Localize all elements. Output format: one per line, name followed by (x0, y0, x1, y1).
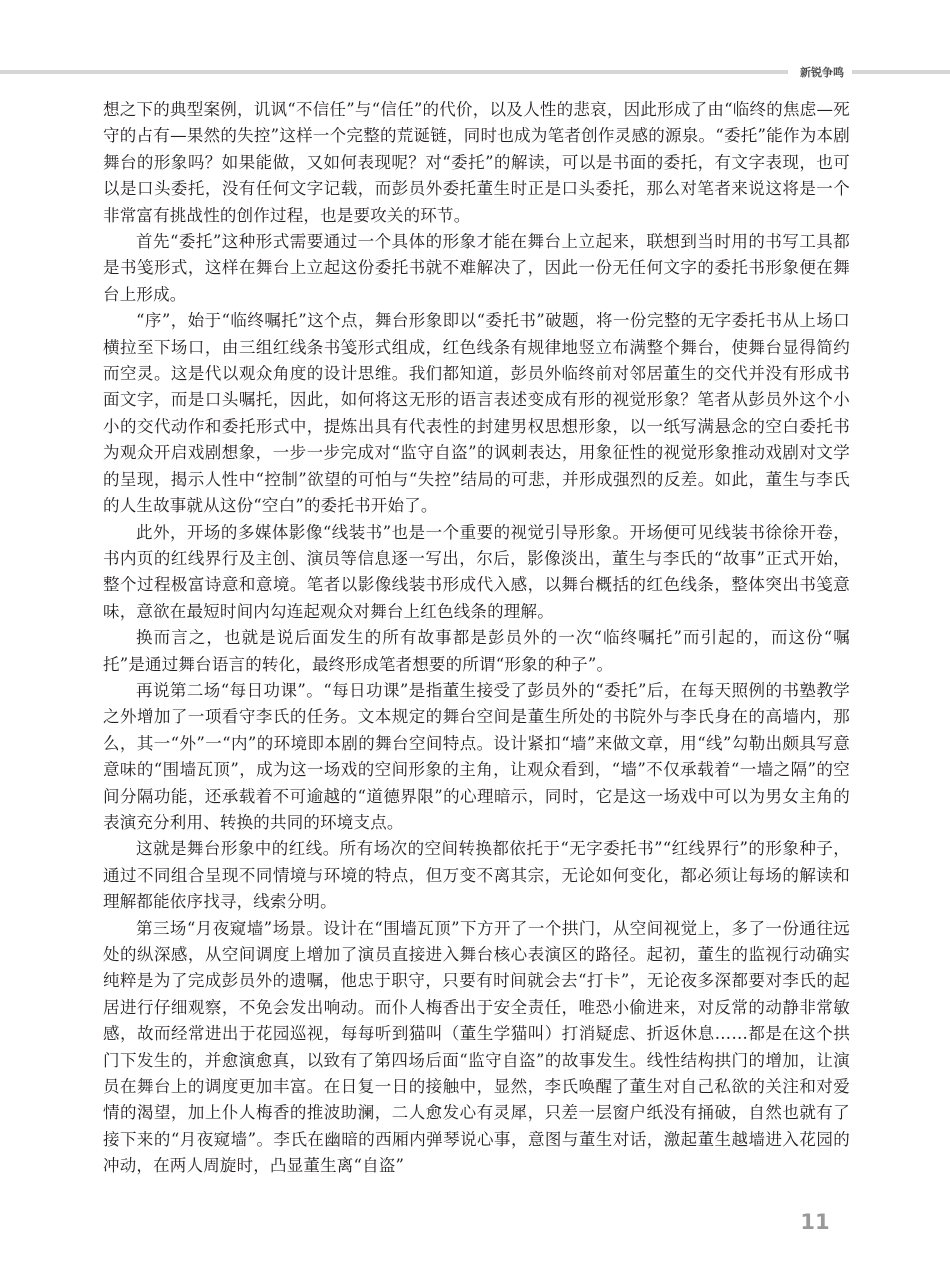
header-rule-right (852, 70, 950, 74)
article-body (103, 97, 850, 1180)
paragraph-4: 此外，开场的多媒体影像“线装书”也是一个重要的视觉引导形象。开场便可见线装书徐徐开卷，书内页的红线界行及主创、演员等信息逐一写出，尔后，影像淡出，董生与李氏的“故事”正式开始，整个过程极富诗意和意境。笔者以影像线装书形成代入感，以舞台概括的红色线条，整体突出书笺意味，意欲在最短时间内勾连起观众对舞台上红色线条的理解。 (103, 522, 850, 621)
paragraph-3: “序”，始于“临终嘱托”这个点，舞台形象即以“委托书”破题，将一份完整的无字委托书从上场口横拉至下场口，由三组红线条书笺形式组成，红色线条有规律地竖立布满整个舞台，使舞台显得简约而空灵。这是代以观众角度的设计思维。我们都知道，彭员外临终前对邻居董生的交代并没有形成书面文字，而是口头嘱托，因此，如何将这无形的语言表述变成有形的视觉形象？笔者从彭员外这个小小的交代动作和委托形式中，提炼出具有代表性的封建男权思想形象，以一纸写满悬念的空白委托书为观众开启戏剧想象，一步一步完成对“监守自盗”的讽刺表达，用象征性的视觉形象推动戏剧对文学的呈现，揭示人性中“控制”欲望的可怕与“失控”结局的可悲，并形成强烈的反差。如此，董生与李氏的人生故事就从这份“空白”的委托书开始了。 (103, 311, 850, 516)
section-label: 新锐争鸣 (800, 66, 844, 79)
paragraph-5: 换而言之，也就是说后面发生的所有故事都是彭员外的一次“临终嘱托”而引起的，而这份“嘱托”是通过舞台语言的转化，最终形成笔者想要的所谓“形象的种子”。 (103, 628, 850, 674)
header-rule (0, 70, 788, 74)
paragraph-7: 这就是舞台形象中的红线。所有场次的空间转换都依托于“无字委托书”“红线界行”的形象种子，通过不同组合呈现不同情境与环境的特点，但万变不离其宗，无论如何变化，都必须让每场的解读和理解都能依序找寻，线索分明。 (103, 839, 850, 912)
page-number: 11 (800, 1210, 830, 1234)
paragraph-8: 第三场“月夜窥墙”场景。设计在“围墙瓦顶”下方开了一个拱门，从空间视觉上，多了一份通往远处的纵深感，从空间调度上增加了演员直接进入舞台核心表演区的路径。起初，董生的监视行动确实纯粹是为了完成彭员外的遗嘱，他忠于职守，只要有时间就会去“打卡”，无论夜多深都要对李氏的起居进行仔细观察，不免会发出响动。而仆人梅香出于安全责任，唯恐小偷进来，对反常的动静非常敏感，故而经常进出于花园巡视，每每听到猫叫（董生学猫叫）打消疑虑、折返休息……都是在这个拱门下发生的，并愈演愈真，以致有了第四场后面“监守自盗”的故事发生。线性结构拱门的增加，让演员在舞台上的调度更加丰富。在日复一日的接触中，显然，李氏唤醒了董生对自己私欲的关注和对爱情的渴望，加上仆人梅香的推波助澜，二人愈发心有灵犀，只差一层窗户纸没有捅破，自然也就有了接下来的“月夜窥墙”。李氏在幽暗的西厢内弹琴说心事，意图与董生对话，激起董生越墙进入花园的冲动，在两人周旋时，凸显董生离“自盗” (103, 918, 850, 1176)
paragraph-6: 再说第二场“每日功课”。“每日功课”是指董生接受了彭员外的“委托”后，在每天照例的书塾教学之外增加了一项看守李氏的任务。文本规定的舞台空间是董生所处的书院外与李氏身在的高墙内，那么，其一“外”一“内”的环境即本剧的舞台空间特点。设计紧扣“墙”来做文章，用“线”勾勒出颇具写意意味的“围墙瓦顶”，成为这一场戏的空间形象的主角，让观众看到，“墙”不仅承载着“一墙之隔”的空间分隔功能，还承载着不可逾越的“道德界限”的心理暗示，同时，它是这一场戏中可以为男女主角的表演充分利用、转换的共同的环境支点。 (103, 680, 850, 832)
paragraph-1: 想之下的典型案例，讥讽“不信任”与“信任”的代价，以及人性的悲哀，因此形成了由“临终的焦虑—死守的占有—果然的失控”这样一个完整的荒诞链，同时也成为笔者创作灵感的源泉。“委托”能作为本剧舞台的形象吗？如果能做，又如何表现呢？对“委托”的解读，可以是书面的委托，有文字表现，也可以是口头委托，没有任何文字记载，而彭员外委托董生时正是口头委托，那么对笔者来说这将是一个非常富有挑战性的创作过程，也是要攻关的环节。 (103, 100, 850, 225)
paragraph-2: 首先“委托”这种形式需要通过一个具体的形象才能在舞台上立起来，联想到当时用的书写工具都是书笺形式，这样在舞台上立起这份委托书就不难解决了，因此一份无任何文字的委托书形象便在舞台上形成。 (103, 232, 850, 304)
